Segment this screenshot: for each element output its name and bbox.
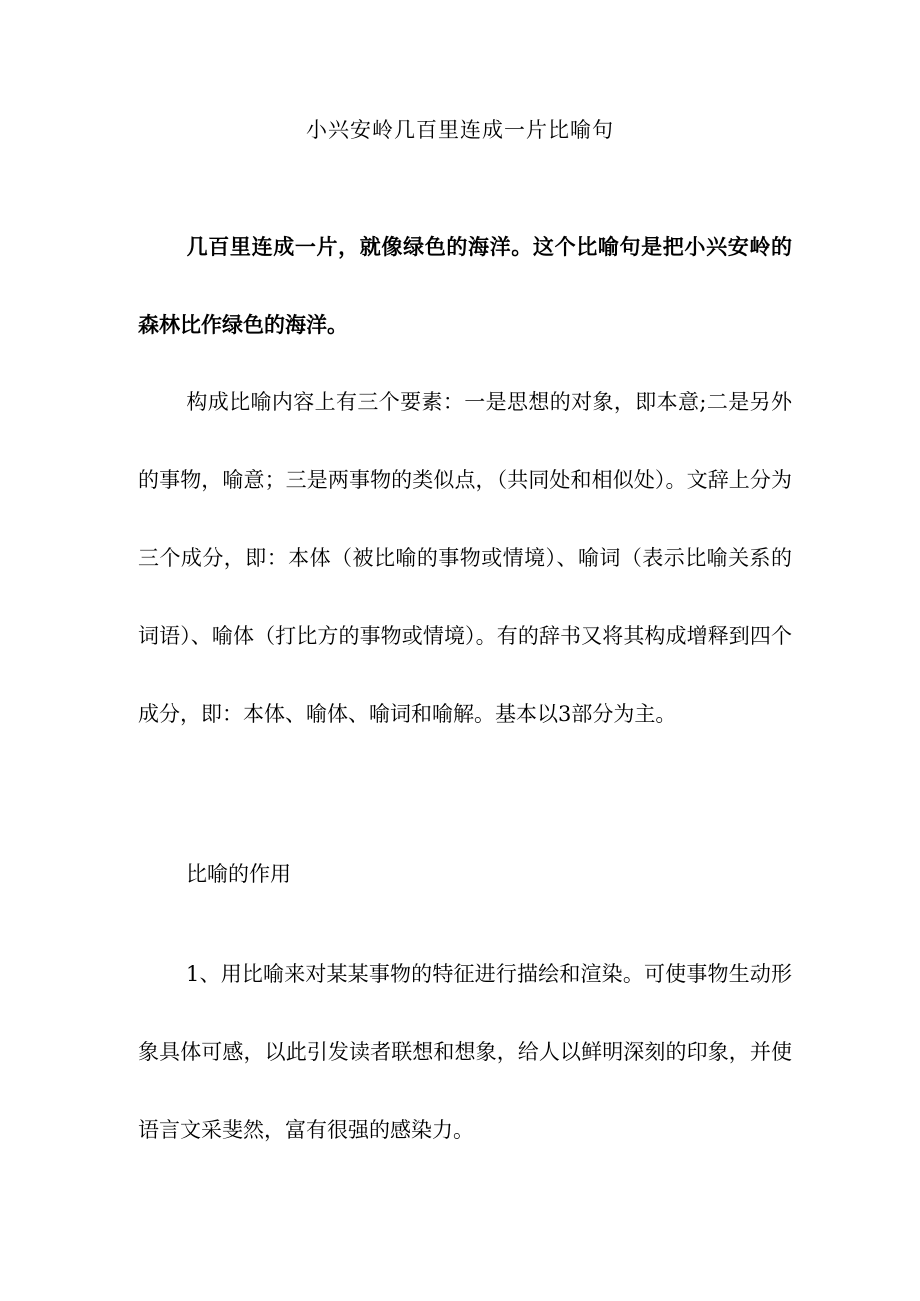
paragraph-elements xyxy=(138,363,792,753)
document-title: 小兴安岭几百里连成一片比喻句 xyxy=(306,118,614,142)
section-heading-text: 比喻的作用 xyxy=(186,862,291,886)
paragraph-function-1-text: 1、用比喻来对某某事物的特征进行描绘和渲染。可使事物生动形象具体可感，以此引发读者联想和想象，给人以鲜明深刻的印象，并使语言文采斐然，富有很强的感染力。 xyxy=(138,962,792,1142)
paragraph-elements-text: 构成比喻内容上有三个要素：一是思想的对象，即本意;二是另外的事物，喻意；三是两事物的类似点，（共同处和相似处）。文辞上分为三个成分，即：本体（被比喻的事物或情境）、喻词（表示比喻关系的词语）、喻体（打比方的事物或情境）。有的辞书又将其构成增释到四个成分，即：本体、喻体、喻词和喻解。基本以3部分为主。 xyxy=(138,390,792,726)
section-heading xyxy=(138,835,792,913)
paragraph-intro xyxy=(138,208,792,364)
paragraph-function-1 xyxy=(138,935,792,1169)
paragraph-intro-text: 几百里连成一片，就像绿色的海洋。这个比喻句是把小兴安岭的森林比作绿色的海洋。 xyxy=(138,235,792,337)
